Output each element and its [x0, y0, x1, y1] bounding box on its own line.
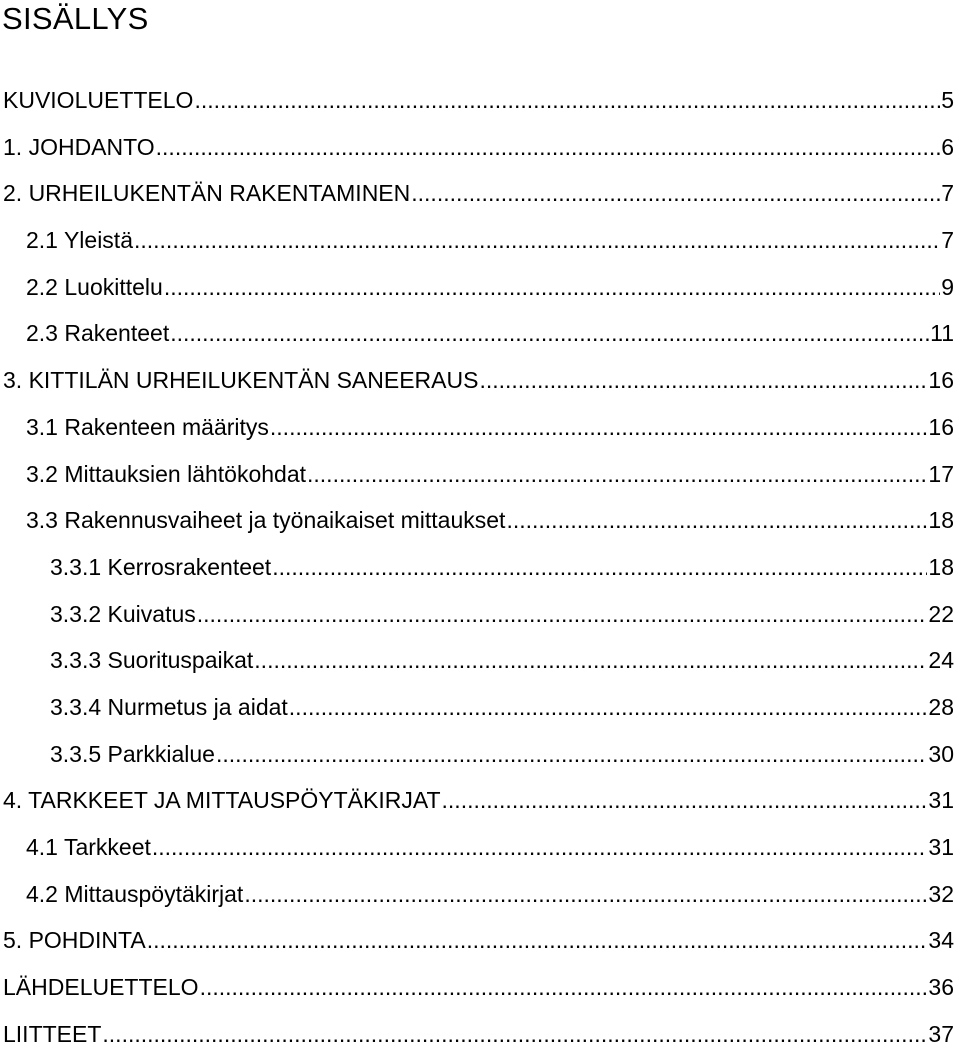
toc-entry-page-number: 16 [928, 367, 954, 394]
toc-entry-title: 2.2 Luokittelu [26, 273, 163, 300]
dot-leader [216, 731, 927, 778]
toc-entry-title: 3.3.4 Nurmetus ja aidat [50, 693, 288, 720]
toc-entry-page-number: 7 [941, 180, 954, 207]
toc-entry-page-number: 17 [928, 460, 954, 487]
toc-entry[interactable] [0, 591, 960, 638]
dot-leader [200, 964, 928, 1011]
toc-entry-title: 3.2 Mittauksien lähtökohdat [26, 460, 307, 487]
dot-leader [307, 451, 927, 498]
dot-leader [289, 684, 928, 731]
dot-leader [479, 357, 927, 404]
toc-entry-page-number: 32 [928, 880, 954, 907]
page-title: SISÄLLYS [2, 1, 149, 36]
toc-entry[interactable] [0, 451, 960, 498]
toc-entry-title: 4.1 Tarkkeet [26, 834, 151, 860]
toc-entry[interactable] [0, 264, 960, 311]
dot-leader [244, 871, 927, 918]
toc-entry-page-number: 9 [941, 273, 954, 300]
toc-entry-page-number: 5 [941, 87, 954, 113]
toc-entry[interactable] [0, 170, 960, 217]
toc-entry-page-number: 31 [928, 787, 954, 814]
toc-entry[interactable] [0, 917, 960, 964]
toc-entry-title: 2. URHEILUKENTÄN RAKENTAMINEN [3, 180, 411, 207]
toc-entry-page-number: 28 [928, 693, 954, 720]
toc-entry-page-number: 34 [928, 927, 954, 954]
toc-entry-title: 3.3.1 Kerrosrakenteet [50, 553, 272, 580]
toc-entry-page-number: 7 [941, 227, 954, 254]
toc-entry-title: LIITTEET [3, 1020, 102, 1047]
toc-entry-title: LÄHDELUETTELO [3, 974, 199, 1001]
toc-entry[interactable] [0, 777, 960, 824]
dot-leader [147, 917, 928, 964]
dot-leader [270, 404, 928, 451]
toc-entry-title: 3.3.3 Suorituspaikat [50, 647, 254, 674]
dot-leader [102, 1011, 927, 1057]
toc-entry-title: 1. JOHDANTO [3, 133, 155, 160]
dot-leader [170, 310, 929, 357]
toc-entry-page-number: 6 [941, 133, 954, 160]
toc-entry-title: 4. TARKKEET JA MITTAUSPÖYTÄKIRJAT [3, 787, 441, 814]
toc-entry-page-number: 24 [928, 647, 954, 674]
dot-leader [442, 777, 928, 824]
toc-entry[interactable] [0, 684, 960, 731]
toc-entry-page-number: 36 [928, 974, 954, 1001]
toc-entry[interactable] [0, 310, 960, 357]
toc-entry[interactable] [0, 404, 960, 451]
dot-leader [164, 264, 940, 311]
dot-leader [272, 544, 927, 591]
toc-entry[interactable] [0, 964, 960, 1011]
toc-entry-title: 5. POHDINTA [3, 927, 146, 954]
dot-leader [156, 124, 941, 171]
toc-entry-page-number: 16 [928, 413, 954, 440]
toc-entry[interactable] [0, 77, 960, 124]
toc-entry-page-number: 18 [928, 553, 954, 580]
toc-entry-title: 3. KITTILÄN URHEILUKENTÄN SANEERAUS [3, 367, 479, 394]
toc-entry[interactable] [0, 217, 960, 264]
toc-entry[interactable] [0, 871, 960, 918]
toc-entry-title: KUVIOLUETTELO [3, 87, 194, 113]
toc-entry[interactable] [0, 824, 960, 871]
dot-leader [506, 497, 927, 544]
toc-entry-title: 3.3 Rakennusvaiheet ja työnaikaiset mittaukset [26, 507, 506, 534]
toc-entry-title: 4.2 Mittauspöytäkirjat [26, 880, 244, 907]
toc-entry[interactable] [0, 357, 960, 404]
dot-leader [134, 217, 940, 264]
toc-entry-page-number: 37 [928, 1020, 954, 1047]
toc-entry-title: 2.1 Yleistä [26, 227, 133, 254]
toc-entry-page-number: 22 [928, 600, 954, 627]
dot-leader [254, 637, 927, 684]
dot-leader [152, 824, 928, 871]
toc-entry-title: 2.3 Rakenteet [26, 320, 170, 347]
toc-entry-title: 3.3.2 Kuivatus [50, 600, 196, 627]
toc-entry-page-number: 31 [928, 834, 954, 860]
toc-entry-page-number: 11 [930, 320, 954, 347]
toc-entry[interactable] [0, 637, 960, 684]
dot-leader [194, 77, 940, 124]
toc-entry-page-number: 18 [928, 507, 954, 534]
toc-entry-title: 3.1 Rakenteen määritys [26, 413, 269, 440]
toc-entry[interactable] [0, 544, 960, 591]
toc-entry[interactable] [0, 124, 960, 171]
dot-leader [411, 170, 940, 217]
toc-entry-page-number: 30 [928, 740, 954, 767]
dot-leader [197, 591, 928, 638]
toc-entry-title: 3.3.5 Parkkialue [50, 740, 215, 767]
table-of-contents [0, 77, 960, 1057]
toc-entry[interactable] [0, 1011, 960, 1057]
toc-entry[interactable] [0, 497, 960, 544]
toc-entry[interactable] [0, 731, 960, 778]
